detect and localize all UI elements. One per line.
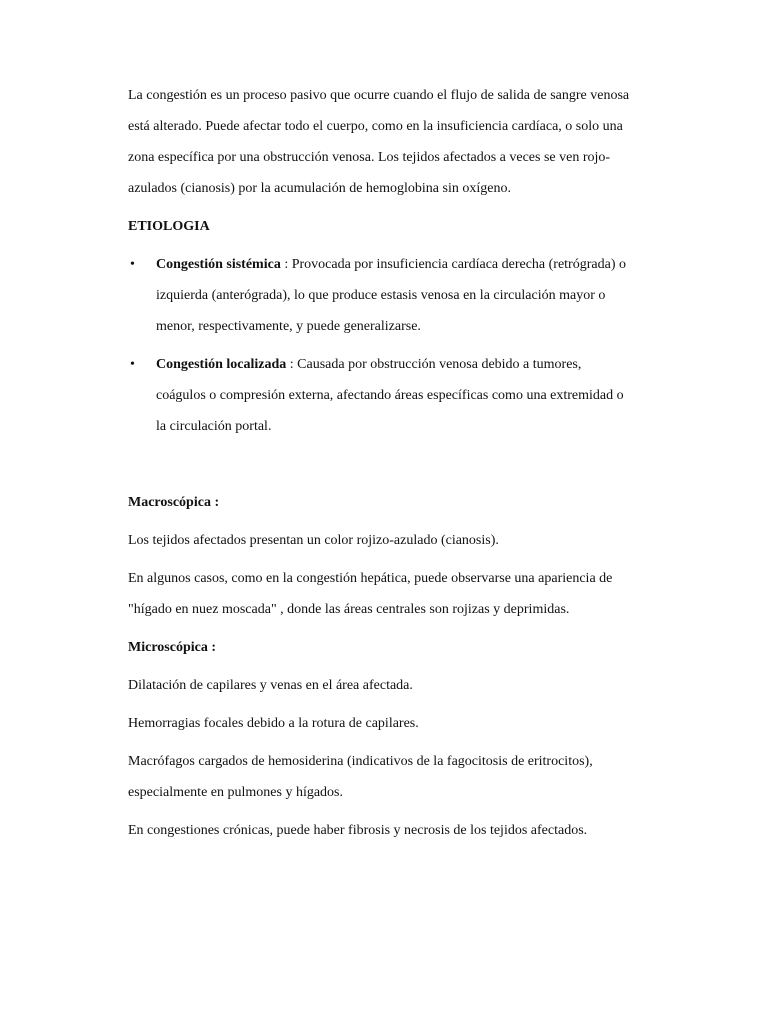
bullet-icon: • (130, 257, 135, 272)
intro-line: azulados (cianosis) por la acumulación de hemoglobina sin oxígeno. (128, 181, 511, 196)
etiologia-heading: ETIOLOGIA (128, 219, 210, 234)
micro-heading: Microscópica : (128, 640, 216, 655)
item-text: : Provocada por insuficiencia cardíaca derecha (retrógrada) o (280, 257, 626, 272)
micro-paragraph: Dilatación de capilares y venas en el área afectada. (128, 678, 413, 693)
document-body (128, 80, 640, 846)
term-label: Congestión localizada (156, 357, 287, 372)
etiologia-list (128, 249, 640, 442)
micro-paragraph: En congestiones crónicas, puede haber fibrosis y necrosis de los tejidos afectados. (128, 823, 588, 838)
micro-paragraph (128, 746, 640, 808)
item-text: izquierda (anterógrada), lo que produce estasis venosa en la circulación mayor o (156, 288, 606, 303)
item-text: coágulos o compresión externa, afectando áreas específicas como una extremidad o (156, 388, 624, 403)
item-text: : Causada por obstrucción venosa debido a tumores, (286, 357, 582, 372)
paragraph-line: En algunos casos, como en la congestión hepática, puede observarse una apariencia de (128, 571, 613, 586)
paragraph-line: especialmente en pulmones y hígados. (128, 785, 343, 800)
item-text: menor, respectivamente, y puede generalizarse. (156, 319, 421, 334)
intro-line: está alterado. Puede afectar todo el cuerpo, como en la insuficiencia cardíaca, o solo una (128, 119, 623, 134)
macro-paragraph (128, 563, 640, 625)
bullet-icon: • (130, 357, 135, 372)
term-label: Congestión sistémica (156, 257, 281, 272)
intro-line: zona específica por una obstrucción venosa. Los tejidos afectados a veces se ven rojo- (128, 150, 611, 165)
intro-line: La congestión es un proceso pasivo que ocurre cuando el flujo de salida de sangre venosa (128, 88, 630, 103)
macro-heading: Macroscópica : (128, 495, 220, 510)
list-item (128, 249, 640, 342)
macro-paragraph: Los tejidos afectados presentan un color rojizo-azulado (cianosis). (128, 533, 499, 548)
item-text: la circulación portal. (156, 419, 272, 434)
paragraph-line: Macrófagos cargados de hemosiderina (indicativos de la fagocitosis de eritrocitos), (128, 754, 593, 769)
intro-paragraph (128, 80, 640, 204)
list-item (128, 349, 640, 442)
micro-paragraph: Hemorragias focales debido a la rotura de capilares. (128, 716, 419, 731)
paragraph-line: "hígado en nuez moscada" , donde las áreas centrales son rojizas y deprimidas. (128, 602, 570, 617)
